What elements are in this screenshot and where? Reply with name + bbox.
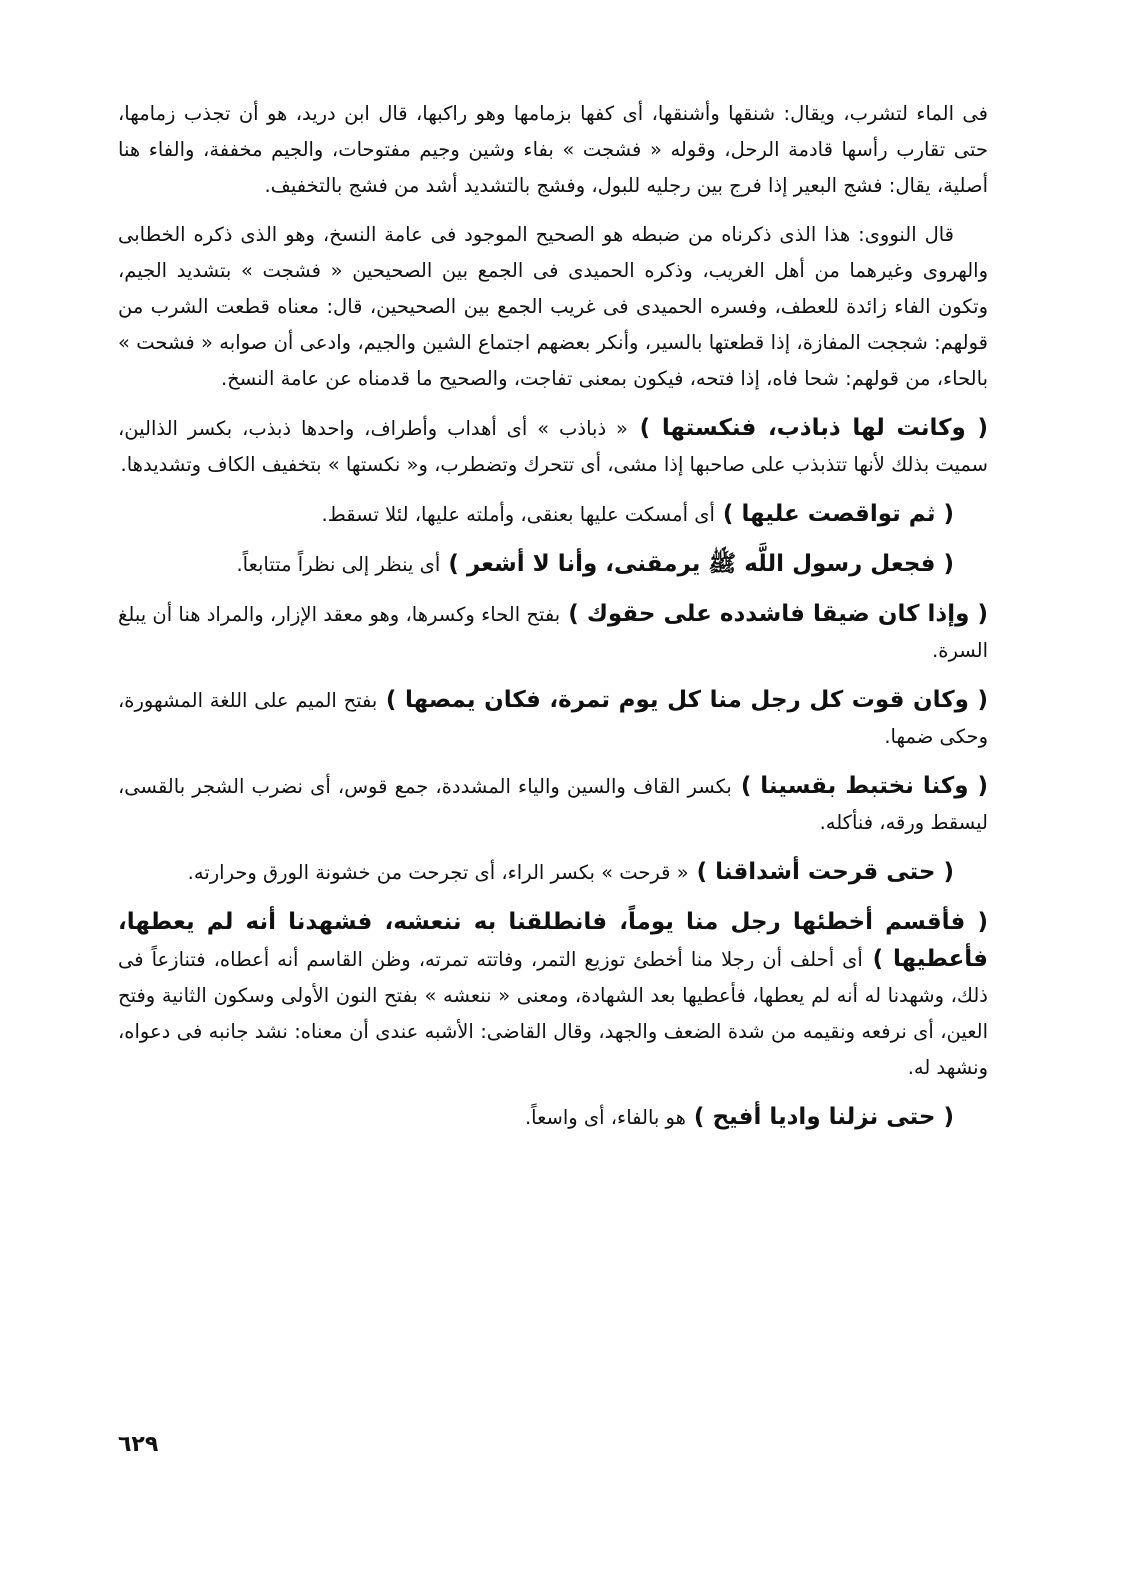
open-paren: ( <box>935 501 954 527</box>
explanation-text: بفتح الميم على اللغة المشهورة، وحكى ضمها. <box>118 689 988 748</box>
commentary-entry <box>118 1099 988 1136</box>
explanation-text: هو بالفاء، أى واسعاً. <box>524 1106 686 1129</box>
explanation-text: بفتح الحاء وكسرها، وهو معقد الإزار، والمراد هنا أن يبلغ السرة. <box>118 603 988 662</box>
commentary-paragraph <box>118 217 988 397</box>
commentary-paragraph <box>118 96 988 204</box>
commentary-entry <box>118 904 988 1086</box>
explanation-text: أى ينظر إلى نظراً متتابعاً. <box>236 553 441 576</box>
hadith-lemma: حتى نزلنا واديا أفيح <box>712 1104 936 1130</box>
explanation-text: قال النووى: هذا الذى ذكرناه من ضبطه هو الصحيح الموجود فى عامة النسخ، وهو الذى ذكره الخطابى والهروى وغيرهما من أهل الغريب، وذكره الحميدى فى الجمع بين الصحيحين « فشجت » بتشديد الجيم، وتكون الفاء زائدة للعطف، وفسره الحميدى فى غريب الجمع بين الصحيحين، قال: معناه قطعت الشرب من قولهم: شججت المفازة، إذا قطعتها بالسير، وأنكر بعضهم اجتماع الشين والجيم، وادعى أن صوابه « فشحت » بالحاء، من قولهم: شحا فاه، إذا فتحه، فيكون بمعنى تفاجت، والصحيح ما قدمناه عن عامة النسخ. <box>118 223 988 390</box>
hadith-lemma: وكنا نختبط بقسينا <box>760 773 969 799</box>
open-paren: ( <box>968 687 988 713</box>
explanation-text: أى أحلف أن رجلا منا أخطئ توزيع التمر، وفاتته تمرته، وظن القاسم أنه أعطاه، فتنازعاً فى ذلك، وشهدنا له أنه لم يعطها، فأعطيها بعد الشهادة، ومعنى « ننعشه » بفتح النون الأولى وسكون الثانية وفتح العين، أى نرفعه ونقيمه من شدة الضعف والجهد، وقال القاضى: الأشبه عندى أن معناه: نشد جانبه فى دعواه، ونشهد له. <box>118 948 988 1079</box>
commentary-entry <box>118 546 988 583</box>
hadith-lemma: حتى قرحت أشداقنا <box>715 859 936 885</box>
hadith-lemma: وكان قوت كل رجل منا كل يوم تمرة، فكان يمصها <box>405 687 969 713</box>
open-paren: ( <box>935 1104 954 1130</box>
explanation-text: أى أمسكت عليها بعنقى، وأملته عليها، لئلا تسقط. <box>321 503 715 526</box>
commentary-entry <box>118 682 988 755</box>
open-paren: ( <box>935 859 954 885</box>
close-paren: ) <box>440 551 467 577</box>
close-paren: ) <box>560 601 587 627</box>
close-paren: ) <box>688 859 716 885</box>
hadith-lemma: وإذا كان ضيقا فاشدده على حقوك <box>586 601 970 627</box>
commentary-entry <box>118 596 988 669</box>
close-paren: ) <box>685 1104 713 1130</box>
explanation-text: فى الماء لتشرب، ويقال: شنقها وأشنقها، أى كفها بزمامها وهو راكبها، قال ابن دريد، هو أن تجذب زمامها، حتى تقارب رأسها قادمة الرحل، وقوله « فشجت » بفاء وشين وجيم مفتوحات، والجيم مخففة، والفاء هنا أصلية، يقال: فشج البعير إذا فرج بين رجليه للبول، وفشج بالتشديد أشد من فشج بالتخفيف. <box>118 102 988 197</box>
open-paren: ( <box>965 909 988 935</box>
hadith-lemma: فأقسم أخطئها رجل منا يوماً، فانطلقنا به ننعشه، فشهدنا أنه لم يعطها، فأعطيها <box>118 909 988 972</box>
page-number: ٦٢٩ <box>118 1432 159 1457</box>
open-paren: ( <box>935 551 954 577</box>
close-paren: ) <box>627 415 662 441</box>
close-paren: ) <box>862 946 893 972</box>
commentary-entry <box>118 496 988 533</box>
page-body <box>118 96 988 1149</box>
hadith-lemma: ثم تواقصت عليها <box>741 501 936 527</box>
commentary-entry <box>118 854 988 891</box>
explanation-text: « قرحت » بكسر الراء، أى تجرحت من خشونة الورق وحرارته. <box>187 861 689 884</box>
close-paren: ) <box>731 773 761 799</box>
commentary-entry <box>118 768 988 841</box>
open-paren: ( <box>965 415 988 441</box>
open-paren: ( <box>968 773 988 799</box>
explanation-text: « ذباذب » أى أهداب وأطراف، واحدها ذبذب، بكسر الذالين، سميت بذلك لأنها تتذبذب على صاحبها إذا مشى، أى تتحرك وتضطرب، و« نكستها » بتخفيف الكاف وتشديدها. <box>118 417 988 476</box>
close-paren: ) <box>377 687 405 713</box>
hadith-lemma: وكانت لها ذباذب، فنكستها <box>661 415 966 441</box>
explanation-text: بكسر القاف والسين والياء المشددة، جمع قوس، أى نضرب الشجر بالقسى، ليسقط ورقه، فنأكله. <box>118 775 988 834</box>
commentary-entry <box>118 410 988 483</box>
close-paren: ) <box>714 501 742 527</box>
open-paren: ( <box>969 601 988 627</box>
hadith-lemma: فجعل رسول اللَّه ﷺ يرمقنى، وأنا لا أشعر <box>466 551 936 577</box>
